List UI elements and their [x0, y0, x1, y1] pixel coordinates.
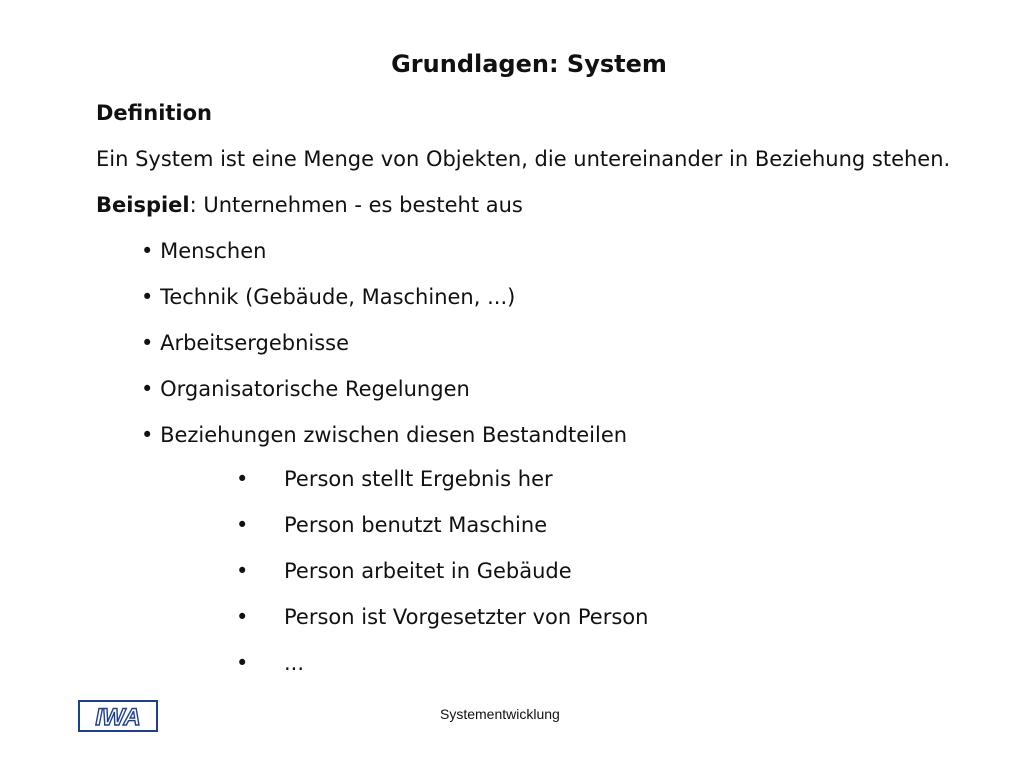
sub-list-item-text: Person arbeitet in Gebäude [284, 559, 572, 583]
example-line [96, 190, 956, 220]
list-item [141, 282, 956, 312]
bullet: • [141, 423, 154, 447]
list-item [141, 374, 956, 404]
iwa-logo [78, 700, 158, 732]
example-label: Beispiel [96, 193, 190, 217]
sub-list-item-text: Person benutzt Maschine [284, 513, 548, 537]
list-item-text: Arbeitsergebnisse [160, 331, 350, 355]
list-item-text: Organisatorische Regelungen [160, 377, 470, 401]
bullet: • [141, 377, 154, 401]
slide-content [96, 98, 956, 694]
list-item-text: Technik (Gebäude, Maschinen, ...) [160, 285, 516, 309]
slide-title: Grundlagen: System [391, 50, 667, 78]
footer-text: Systementwicklung [440, 706, 560, 722]
logo-text: IWA [95, 704, 141, 731]
sub-list-item [236, 648, 956, 678]
bullet: • [236, 605, 249, 629]
list-item-text: Menschen [160, 239, 267, 263]
sub-list-item-text: Person ist Vorgesetzter von Person [284, 605, 649, 629]
level1-list [141, 236, 956, 450]
bullet: • [236, 559, 249, 583]
list-item [141, 236, 956, 266]
sub-list-item-text: ... [284, 651, 305, 675]
bullet: • [236, 513, 249, 537]
level2-list [236, 464, 956, 678]
sub-list-item [236, 602, 956, 632]
bullet: • [141, 331, 154, 355]
definition-text: Ein System ist eine Menge von Objekten, die untereinander in Beziehung stehen. [96, 147, 951, 171]
sub-list-item [236, 556, 956, 586]
list-item [141, 420, 956, 450]
sub-list-item-text: Person stellt Ergebnis her [284, 467, 553, 491]
example-colon: : [189, 193, 197, 217]
list-item [141, 328, 956, 358]
sub-list-item [236, 510, 956, 540]
definition-heading: Definition [96, 101, 213, 125]
bullet: • [141, 239, 154, 263]
bullet: • [236, 467, 249, 491]
bullet: • [141, 285, 154, 309]
bullet: • [236, 651, 249, 675]
list-item-text: Beziehungen zwischen diesen Bestandteilen [160, 423, 628, 447]
example-text: Unternehmen - es besteht aus [196, 193, 523, 217]
sub-list-item [236, 464, 956, 494]
